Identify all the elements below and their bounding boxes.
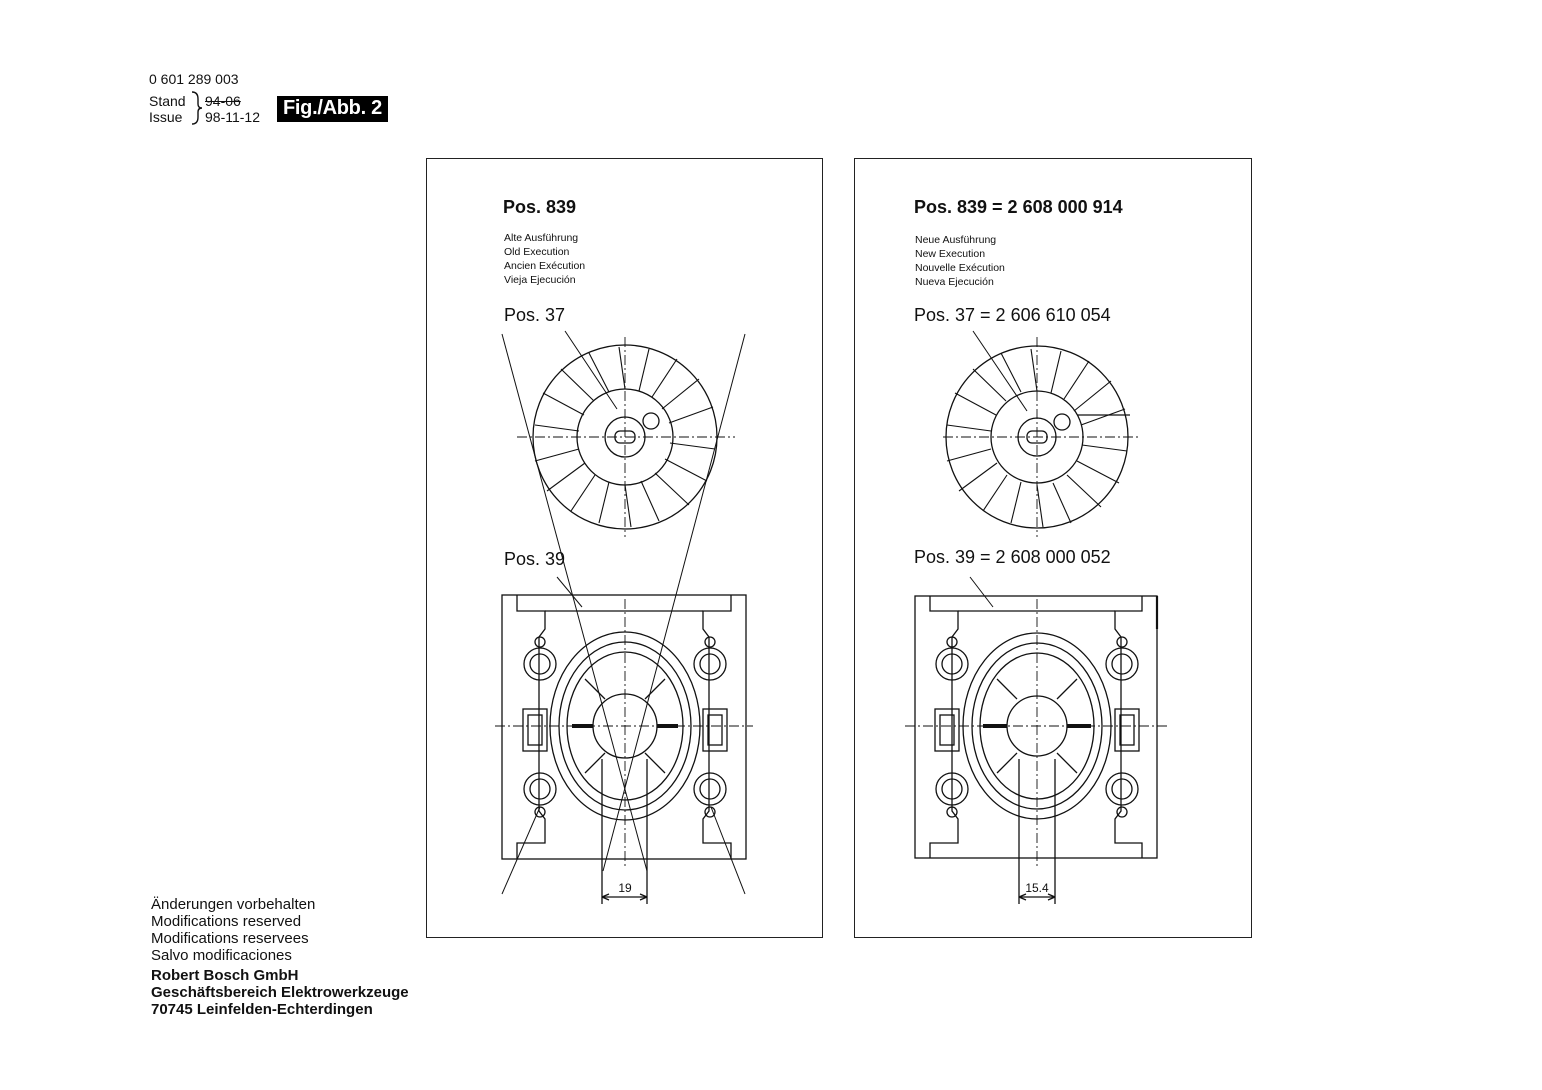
- base-right-rib: [1115, 596, 1142, 858]
- base-left-rib: [517, 595, 545, 859]
- notice-de: Änderungen vorbehalten: [151, 896, 316, 913]
- label-pos-39: Pos. 39 = 2 608 000 052: [914, 547, 1111, 567]
- panel-title: Pos. 839 = 2 608 000 914: [914, 197, 1123, 217]
- modification-notice: [151, 896, 315, 964]
- notice-es: Salvo modificaciones: [151, 947, 292, 964]
- panel-old-execution: [426, 158, 823, 938]
- notice-en: Modifications reserved: [151, 913, 302, 930]
- subtitle-es: Nueva Ejecución: [915, 276, 994, 288]
- company-division: Geschäftsbereich Elektrowerkzeuge: [151, 984, 409, 1001]
- company-address: [151, 967, 409, 1018]
- new-date: 98-11-12: [205, 109, 261, 125]
- center-lines: [905, 337, 1169, 869]
- dimension-value: 19: [618, 881, 632, 895]
- drawing-old-execution: [427, 159, 822, 937]
- old-date: 94-06: [205, 93, 241, 109]
- label-pos-37: Pos. 37: [504, 305, 566, 325]
- part-number: 0 601 289 003: [149, 71, 239, 87]
- fan-screw: [643, 413, 659, 429]
- label-pos-39: Pos. 39: [504, 549, 566, 569]
- figure-badge: Fig./Abb. 2: [277, 96, 388, 122]
- company-city: 70745 Leinfelden-Echterdingen: [151, 1001, 373, 1018]
- subtitle-en: Old Execution: [504, 246, 570, 258]
- stand-label: Stand: [149, 93, 186, 109]
- subtitle-de: Alte Ausführung: [504, 232, 579, 244]
- construction-lines: [970, 331, 1027, 607]
- label-pos-37: Pos. 37 = 2 606 610 054: [914, 305, 1111, 325]
- panel-new-execution: [854, 158, 1252, 938]
- issue-label: Issue: [149, 109, 183, 125]
- brace-icon: [188, 90, 204, 126]
- subtitle-fr: Nouvelle Exécution: [915, 262, 1005, 274]
- subtitle-en: New Execution: [915, 248, 986, 260]
- subtitle-es: Vieja Ejecución: [504, 274, 576, 286]
- fan-screw: [1054, 414, 1070, 430]
- drawing-new-execution: [855, 159, 1251, 937]
- company-name: Robert Bosch GmbH: [151, 967, 299, 984]
- panel-title: Pos. 839: [503, 197, 577, 217]
- subtitle-fr: Ancien Exécution: [504, 260, 586, 272]
- notice-fr: Modifications reservees: [151, 930, 309, 947]
- dimension-value: 15.4: [1025, 881, 1049, 895]
- subtitle-de: Neue Ausführung: [915, 234, 997, 246]
